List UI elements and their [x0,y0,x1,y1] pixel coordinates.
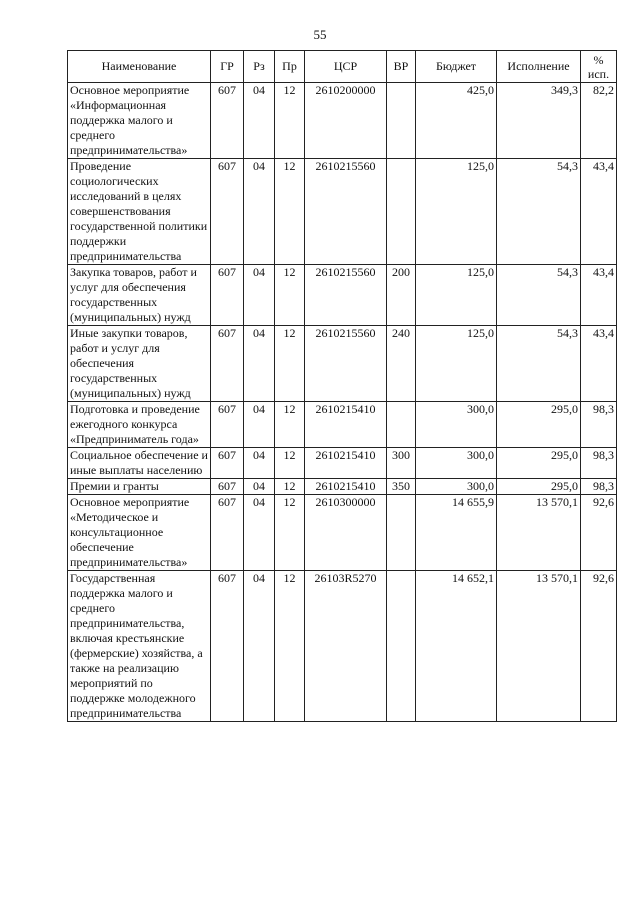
cell-pr: 12 [275,159,305,265]
cell-gr: 607 [211,571,244,722]
cell-execution: 13 570,1 [497,571,581,722]
cell-rz: 04 [244,402,275,448]
cell-budget: 425,0 [416,83,497,159]
header-execution: Исполнение [497,51,581,83]
table-row [68,479,617,495]
header-percent-label: исп. [587,66,610,81]
cell-vr: 200 [387,265,416,326]
cell-percent: 92,6 [581,495,617,571]
cell-execution: 54,3 [497,159,581,265]
cell-pr: 12 [275,571,305,722]
cell-percent: 98,3 [581,448,617,479]
cell-name: Подготовка и проведение ежегодного конкурса «Предприниматель года» [68,402,211,448]
cell-percent: 82,2 [581,83,617,159]
cell-name: Основное мероприятие «Информационная поддержка малого и среднего предпринимательства» [68,83,211,159]
cell-pr: 12 [275,265,305,326]
header-budget: Бюджет [416,51,497,83]
cell-budget: 125,0 [416,159,497,265]
cell-csr: 2610215560 [305,326,387,402]
cell-rz: 04 [244,159,275,265]
cell-rz: 04 [244,83,275,159]
cell-budget: 125,0 [416,326,497,402]
cell-rz: 04 [244,479,275,495]
cell-csr: 2610215410 [305,479,387,495]
cell-name: Основное мероприятие «Методическое и консультационное обеспечение предпринимательства» [68,495,211,571]
cell-execution: 54,3 [497,326,581,402]
cell-pr: 12 [275,495,305,571]
table-row [68,326,617,402]
cell-gr: 607 [211,326,244,402]
cell-gr: 607 [211,448,244,479]
cell-vr: 350 [387,479,416,495]
cell-vr [387,402,416,448]
table-row [68,83,617,159]
cell-csr: 2610215410 [305,402,387,448]
cell-pr: 12 [275,448,305,479]
cell-csr: 26103R5270 [305,571,387,722]
cell-budget: 14 655,9 [416,495,497,571]
cell-pr: 12 [275,83,305,159]
cell-rz: 04 [244,265,275,326]
cell-budget: 300,0 [416,448,497,479]
cell-execution: 295,0 [497,479,581,495]
cell-vr [387,159,416,265]
header-pr: Пр [275,51,305,83]
cell-rz: 04 [244,495,275,571]
table-row [68,495,617,571]
cell-name: Государственная поддержка малого и среднего предпринимательства, включая крестьянские (фермерские) хозяйства, а также на реализацию мероприятий по поддержке молодежного предпринимательства [68,571,211,722]
table-row [68,571,617,722]
cell-budget: 300,0 [416,479,497,495]
table-row [68,448,617,479]
page-number: 55 [313,27,327,42]
cell-csr: 2610300000 [305,495,387,571]
cell-percent: 43,4 [581,265,617,326]
cell-gr: 607 [211,402,244,448]
cell-vr: 240 [387,326,416,402]
cell-name: Закупка товаров, работ и услуг для обеспечения государственных (муниципальных) нужд [68,265,211,326]
table-row [68,265,617,326]
cell-gr: 607 [211,479,244,495]
cell-rz: 04 [244,571,275,722]
cell-csr: 2610215410 [305,448,387,479]
header-percent-symbol: % [593,52,604,67]
cell-execution: 54,3 [497,265,581,326]
cell-pr: 12 [275,479,305,495]
budget-execution-table [67,50,617,722]
cell-execution: 295,0 [497,448,581,479]
header-name: Наименование [68,51,211,83]
table-header-row [68,51,617,83]
cell-vr [387,571,416,722]
cell-execution: 13 570,1 [497,495,581,571]
cell-percent: 43,4 [581,326,617,402]
cell-gr: 607 [211,265,244,326]
cell-csr: 2610215560 [305,159,387,265]
cell-vr [387,495,416,571]
cell-budget: 125,0 [416,265,497,326]
cell-execution: 295,0 [497,402,581,448]
table-row [68,402,617,448]
cell-vr: 300 [387,448,416,479]
cell-gr: 607 [211,159,244,265]
header-gr: ГР [211,51,244,83]
cell-budget: 14 652,1 [416,571,497,722]
cell-budget: 300,0 [416,402,497,448]
cell-name: Премии и гранты [68,479,211,495]
cell-name: Иные закупки товаров, работ и услуг для обеспечения государственных (муниципальных) нужд [68,326,211,402]
header-percent [581,51,617,83]
cell-percent: 43,4 [581,159,617,265]
cell-execution: 349,3 [497,83,581,159]
cell-name: Социальное обеспечение и иные выплаты населению [68,448,211,479]
cell-pr: 12 [275,326,305,402]
cell-csr: 2610215560 [305,265,387,326]
header-csr: ЦСР [305,51,387,83]
cell-percent: 98,3 [581,479,617,495]
table-row [68,159,617,265]
cell-csr: 2610200000 [305,83,387,159]
cell-gr: 607 [211,495,244,571]
cell-rz: 04 [244,448,275,479]
cell-pr: 12 [275,402,305,448]
cell-percent: 92,6 [581,571,617,722]
cell-gr: 607 [211,83,244,159]
cell-vr [387,83,416,159]
header-rz: Рз [244,51,275,83]
cell-name: Проведение социологических исследований в целях совершенствования государственной политики поддержки предпринимательства [68,159,211,265]
cell-percent: 98,3 [581,402,617,448]
cell-rz: 04 [244,326,275,402]
header-vr: ВР [387,51,416,83]
